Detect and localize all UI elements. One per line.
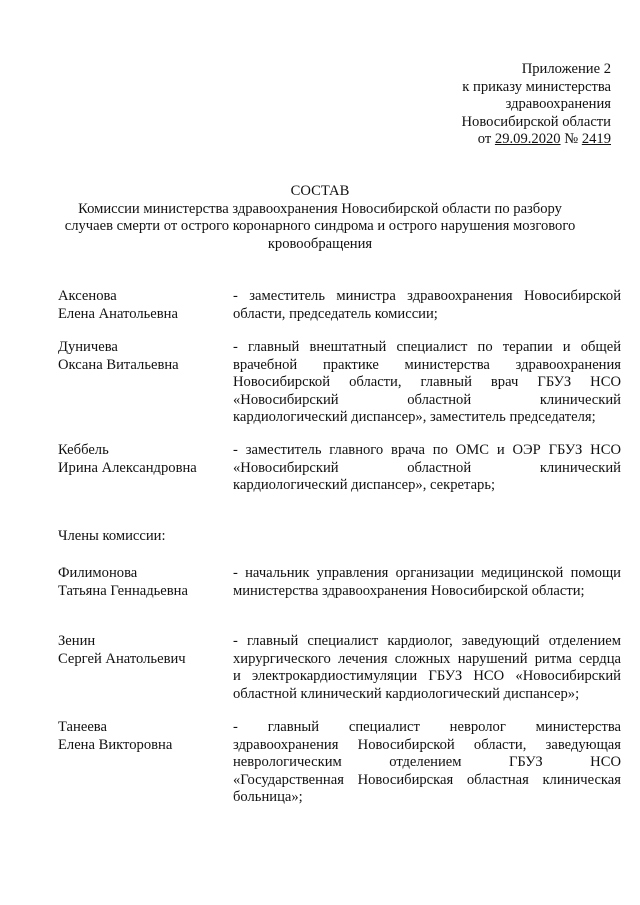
role-line: - главный внештатный специалист по терапии и общей bbox=[233, 339, 621, 355]
order-date: 29.09.2020 bbox=[494, 131, 561, 147]
role-line: - заместитель главного врача по ОМС и ОЭР ГБУЗ НСО bbox=[233, 442, 621, 458]
role-line: «Новосибирский областной клинический bbox=[233, 391, 621, 408]
role-line: «Новосибирский областной клинический bbox=[233, 459, 621, 476]
role-line: больница»; bbox=[233, 789, 303, 805]
member-name bbox=[58, 288, 228, 323]
role-line: кардиологический диспансер», заместитель председателя; bbox=[233, 409, 596, 425]
title-line: случаев смерти от острого коронарного синдрома и острого нарушения мозгового bbox=[64, 218, 576, 234]
document-title bbox=[40, 183, 600, 253]
title-line: Комиссии министерства здравоохранения Новосибирской области по разбору bbox=[78, 200, 562, 217]
role-line: области, председатель комиссии; bbox=[233, 305, 438, 322]
appendix-order-line bbox=[462, 131, 611, 149]
role-line: врачебной практике министерства здравоохранения bbox=[233, 356, 621, 373]
member-given-names: Оксана Витальевна bbox=[58, 356, 179, 373]
member-name bbox=[58, 633, 228, 668]
title-heading: СОСТАВ bbox=[290, 183, 350, 199]
appendix-line: Новосибирской области bbox=[461, 113, 611, 130]
role-line: - начальник управления организации медицинской помощи bbox=[233, 565, 621, 581]
role-line: и электрокардиостимуляции ГБУЗ НСО «Новосибирский bbox=[233, 668, 621, 684]
member-name bbox=[58, 719, 228, 754]
role-line: - главный специалист кардиолог, заведующий отделением bbox=[233, 633, 621, 649]
role-line: неврологическим отделением ГБУЗ НСО bbox=[233, 754, 621, 770]
appendix-line: Приложение 2 bbox=[521, 61, 611, 77]
member-surname: Филимонова bbox=[58, 565, 138, 581]
title-line: кровообращения bbox=[267, 235, 373, 252]
number-sign: № bbox=[560, 131, 582, 147]
member-role bbox=[233, 288, 621, 323]
role-line: здравоохранения Новосибирской области, заведующая bbox=[233, 736, 621, 753]
member-given-names: Сергей Анатольевич bbox=[58, 650, 186, 667]
member-given-names: Елена Анатольевна bbox=[58, 305, 178, 322]
role-line: - главный специалист невролог министерства bbox=[233, 719, 621, 735]
appendix-line: к приказу министерства bbox=[462, 78, 611, 95]
role-line: «Государственная Новосибирская областная клиническая bbox=[233, 771, 621, 788]
member-role bbox=[233, 719, 621, 807]
member-surname: Аксенова bbox=[58, 288, 117, 304]
member-given-names: Елена Викторовна bbox=[58, 736, 173, 753]
member-role bbox=[233, 565, 621, 600]
appendix-line: здравоохранения bbox=[505, 96, 611, 112]
members-heading: Члены комиссии: bbox=[58, 528, 166, 544]
order-number: 2419 bbox=[581, 131, 611, 147]
member-surname: Зенин bbox=[58, 633, 96, 649]
role-line: областной клинический кардиологический диспансер»; bbox=[233, 685, 580, 702]
member-given-names: Татьяна Геннадьевна bbox=[58, 582, 188, 599]
member-role bbox=[233, 442, 621, 495]
member-surname: Кеббель bbox=[58, 442, 109, 458]
role-line: Новосибирской области, главный врач ГБУЗ НСО bbox=[233, 374, 621, 390]
member-name bbox=[58, 339, 228, 374]
member-given-names: Ирина Александровна bbox=[58, 459, 197, 476]
member-name bbox=[58, 565, 228, 600]
member-name bbox=[58, 442, 228, 477]
role-line: кардиологический диспансер», секретарь; bbox=[233, 477, 496, 493]
appendix-header bbox=[462, 61, 611, 149]
member-role bbox=[233, 339, 621, 427]
date-prefix: от bbox=[477, 131, 495, 147]
member-role bbox=[233, 633, 621, 703]
member-surname: Дуничева bbox=[58, 339, 118, 355]
role-line: министерства здравоохранения Новосибирской области; bbox=[233, 582, 585, 599]
role-line: - заместитель министра здравоохранения Новосибирской bbox=[233, 288, 621, 304]
member-surname: Танеева bbox=[58, 719, 107, 735]
role-line: хирургического лечения сложных нарушений ритма сердца bbox=[233, 650, 621, 667]
